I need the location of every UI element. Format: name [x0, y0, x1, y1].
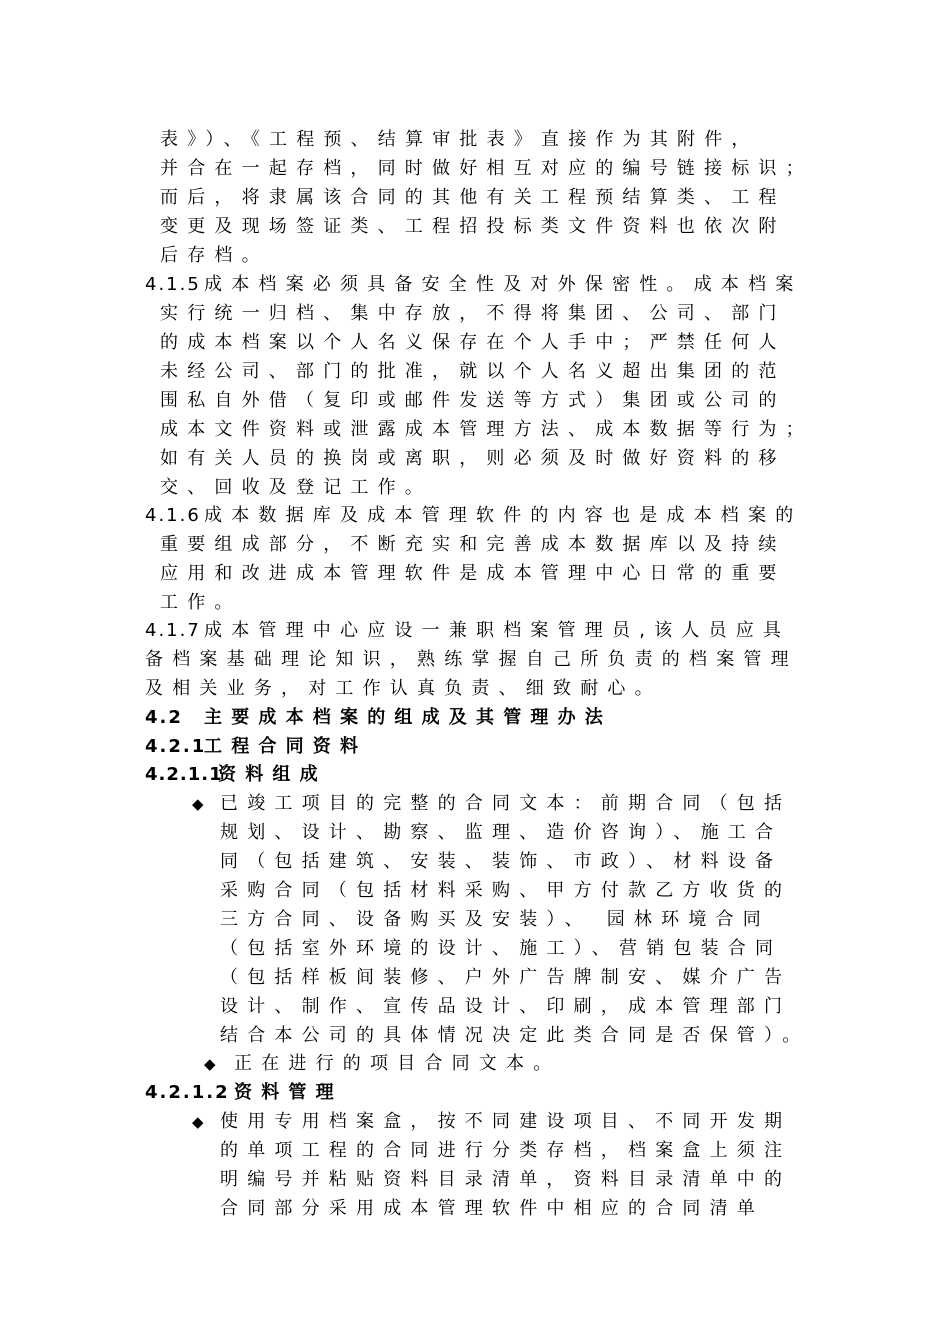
paragraph-line: 成本数据库及成本管理软件的内容也是成本档案的 — [204, 505, 803, 526]
paragraph-line: 及相关业务，对工作认真负责、细致耐心。 — [145, 678, 662, 699]
paragraph-line: 备档案基础理论知识，熟练掌握自己所负责的档案管理 — [145, 649, 798, 670]
list-item-line: 的单项工程的合同进行分类存档，档案盒上须注 — [220, 1140, 792, 1161]
section-number: 4.1.6 — [145, 505, 201, 526]
paragraph-line: 重要组成部分，不断充实和完善成本数据库以及持续 — [160, 534, 786, 555]
heading-number: 4.2.1.2 — [145, 1082, 230, 1103]
paragraph-line: 而后，将隶属该合同的其他有关工程预结算类、工程 — [160, 187, 786, 208]
diamond-bullet-icon: ◆ — [192, 1113, 204, 1131]
list-item-line: 规划、设计、勘察、监理、造价咨询）、施工合 — [220, 822, 783, 843]
list-item-line: 结合本公司的具体情况决定此类合同是否保管）。 — [220, 1025, 810, 1046]
section-number: 4.1.7 — [145, 620, 201, 641]
paragraph-line: 成本档案必须具备安全性及对外保密性。成本档案 — [204, 274, 803, 295]
list-item-line: 同（包括建筑、安装、装饰、市政）、材料设备 — [220, 851, 783, 872]
paragraph-line: 实行统一归档、集中存放，不得将集团、公司、部门 — [160, 303, 786, 324]
list-item-line: 使用专用档案盒，按不同建设项目、不同开发期 — [220, 1111, 792, 1132]
paragraph-line: 后存档。 — [160, 245, 269, 266]
paragraph-line: 工作。 — [160, 592, 242, 613]
paragraph-line: 的成本档案以个人名义保存在个人手中；严禁任何人 — [160, 332, 786, 353]
heading-number: 4.2 — [145, 707, 183, 728]
paragraph-line: 围私自外借（复印或邮件发送等方式）集团或公司的 — [160, 390, 786, 411]
list-item-line: 采购合同（包括材料采购、甲方付款乙方收货的 — [220, 880, 792, 901]
list-item-line: 正在进行的项目合同文本。 — [234, 1053, 561, 1074]
paragraph-line: 交、回收及登记工作。 — [160, 477, 432, 498]
diamond-bullet-icon: ◆ — [192, 795, 204, 813]
list-item-line: （包括室外环境的设计、施工）、营销包装合同 — [220, 938, 783, 959]
paragraph-line: 成本管理中心应设一兼职档案管理员,该人员应具 — [204, 620, 791, 641]
diamond-bullet-icon: ◆ — [204, 1055, 216, 1073]
list-item-line: 三方合同、设备购买及安装）、 园林环境合同 — [220, 909, 770, 930]
paragraph-line: 表》）、《工程预、结算审批表》直接作为其附件， — [160, 129, 759, 150]
paragraph-line: 应用和改进成本管理软件是成本管理中心日常的重要 — [160, 563, 786, 584]
section-heading: 资料管理 — [234, 1082, 343, 1103]
paragraph-line: 成本文件资料或泄露成本管理方法、成本数据等行为； — [160, 419, 813, 440]
section-number: 4.1.5 — [145, 274, 201, 295]
heading-number: 4.2.1.1 — [145, 764, 223, 785]
list-item-line: 设计、制作、宣传品设计、印刷，成本管理部门 — [220, 996, 792, 1017]
section-heading: 资料组成 — [218, 764, 327, 785]
heading-number: 4.2.1 — [145, 736, 207, 757]
paragraph-line: 并合在一起存档，同时做好相互对应的编号链接标识； — [160, 158, 813, 179]
list-item-line: 合同部分采用成本管理软件中相应的合同清单 — [220, 1198, 764, 1219]
list-item-line: （包括样板间装修、户外广告牌制安、媒介广告 — [220, 967, 792, 988]
paragraph-line: 变更及现场签证类、工程招投标类文件资料也依次附 — [160, 216, 786, 237]
paragraph-line: 如有关人员的换岗或离职，则必须及时做好资料的移 — [160, 448, 786, 469]
section-heading: 主要成本档案的组成及其管理办法 — [204, 707, 612, 728]
section-heading: 工程合同资料 — [204, 736, 368, 757]
paragraph-line: 未经公司、部门的批准，就以个人名义超出集团的范 — [160, 361, 786, 382]
list-item-line: 已竣工项目的完整的合同文本：前期合同（包括 — [220, 793, 792, 814]
list-item-line: 明编号并粘贴资料目录清单，资料目录清单中的 — [220, 1169, 792, 1190]
